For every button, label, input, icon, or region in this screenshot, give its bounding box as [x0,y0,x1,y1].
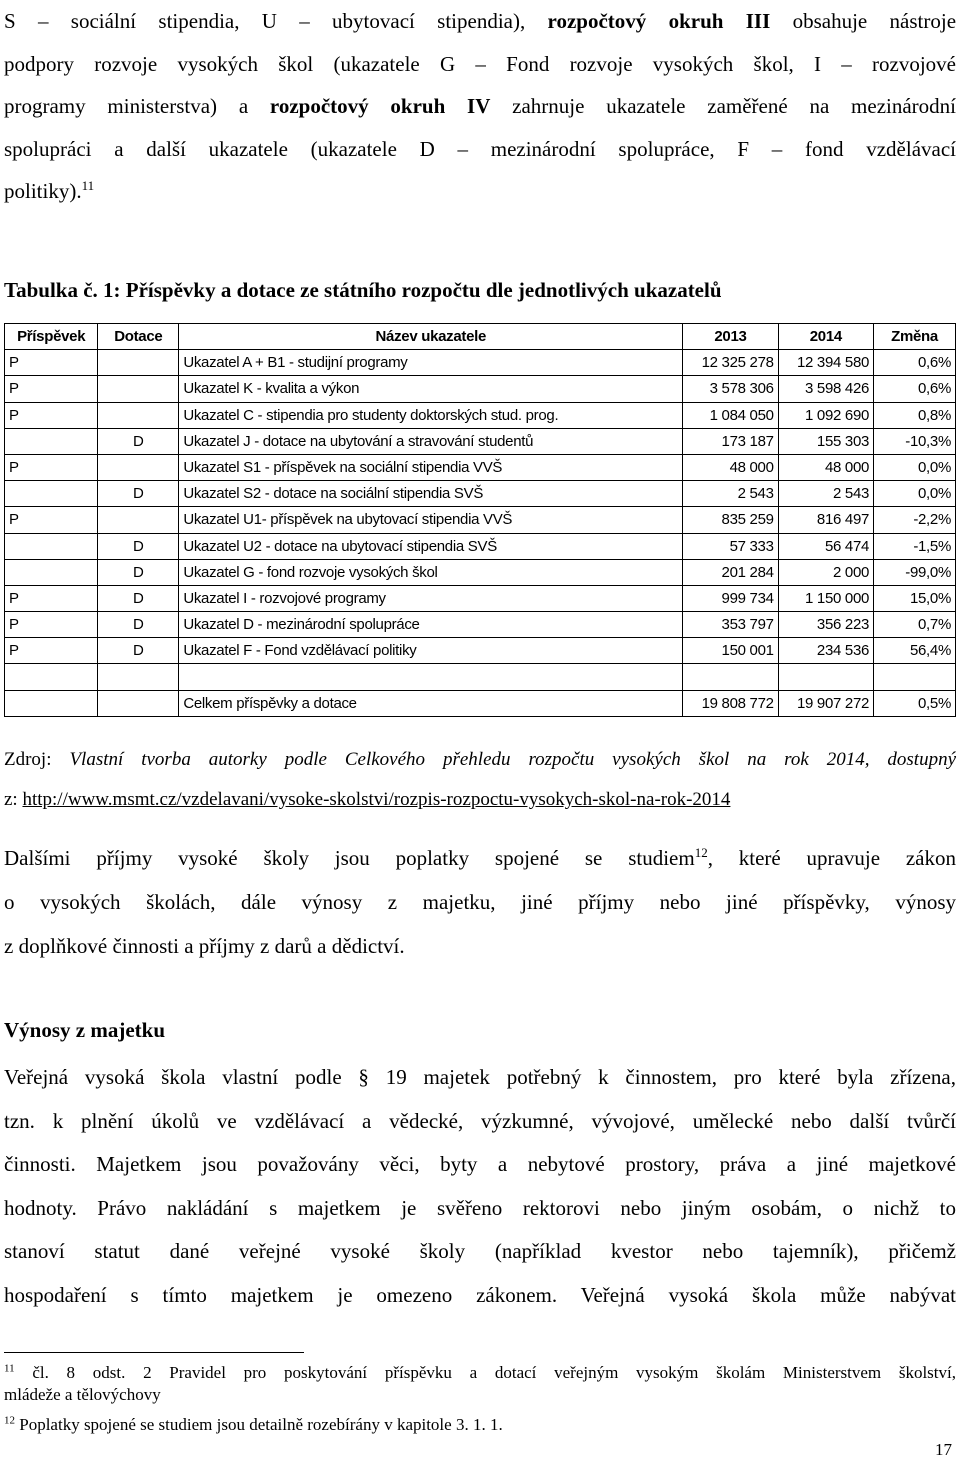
cell-zmena: 15,0% [874,585,956,611]
cell-dotace [98,376,179,402]
para2-line-1: Dalšími příjmy vysoké školy jsou poplatky spojené se studiem$^{12}$, které upravuje zákon [4,845,956,870]
cell-zmena: 0,0% [874,454,956,480]
cell-nazev: Ukazatel F - Fond vzdělávací politiky [179,638,683,664]
footnote-ref-12[interactable]: 12 [694,845,708,860]
footnote-divider [4,1352,304,1353]
table-row [5,402,956,428]
col-header-nazev: Název ukazatele [179,324,683,350]
cell-2013: 835 259 [683,507,778,533]
cell-2014: 2 543 [778,481,873,507]
cell-nazev: Ukazatel J - dotace na ubytování a stravování studentů [179,428,683,454]
cell-2014: 2 000 [778,559,873,585]
cell-nazev: Ukazatel I - rozvojové programy [179,585,683,611]
footnote-12-line-1: $^{12}$ Poplatky spojené se studiem jsou detailně rozebírány v kapitole 3. 1. 1. [4,1414,503,1434]
table-row [5,428,956,454]
property-paragraph [4,1056,956,1317]
cell-dotace [98,664,179,690]
cell-zmena: 0,0% [874,481,956,507]
cell-prispevek: P [5,376,98,402]
cell-dotace: D [98,481,179,507]
cell-nazev: Celkem příspěvky a dotace [179,690,683,716]
cell-dotace: D [98,585,179,611]
col-header-prispevek: Příspěvek [5,324,98,350]
cell-2014: 155 303 [778,428,873,454]
cell-2013: 150 001 [683,638,778,664]
cell-prispevek [5,664,98,690]
cell-2013: 353 797 [683,612,778,638]
para3-line-2: tzn. k plnění úkolů ve vzdělávací a vědecké, výzkumné, vývojové, umělecké nebo další tvůrčí [4,1108,956,1133]
cell-prispevek: P [5,612,98,638]
cell-prispevek: P [5,454,98,480]
table-caption: Tabulka č. 1: Příspěvky a dotace ze státního rozpočtu dle jednotlivých ukazatelů [4,278,722,302]
source-line-1: Zdroj: Vlastní tvorba autorky podle Celkového přehledu rozpočtu vysokých škol na rok 2014, dostupný [4,749,956,770]
table-row [5,481,956,507]
table-row [5,507,956,533]
cell-2014: 12 394 580 [778,350,873,376]
cell-2013: 1 084 050 [683,402,778,428]
para3-line-3: činnosti. Majetkem jsou považovány věci, byty a nebytové prostory, práva a jiné majetkové [4,1152,956,1176]
cell-zmena: 0,8% [874,402,956,428]
cell-dotace: D [98,612,179,638]
cell-zmena: -1,5% [874,533,956,559]
cell-2014: 234 536 [778,638,873,664]
table-row [5,664,956,690]
cell-zmena: 0,6% [874,376,956,402]
cell-dotace: D [98,428,179,454]
cell-nazev: Ukazatel K - kvalita a výkon [179,376,683,402]
intro-line-2: podpory rozvoje vysokých škol (ukazatele G – Fond rozvoje vysokých škol, I – rozvojové [4,51,956,76]
col-header-zmena: Změna [874,324,956,350]
footnote-ref[interactable]: 11 [81,178,95,193]
budget-table [4,323,956,717]
cell-prispevek [5,533,98,559]
cell-2013: 2 543 [683,481,778,507]
cell-dotace: D [98,638,179,664]
cell-prispevek [5,559,98,585]
intro-paragraph [4,0,956,213]
table-row [5,559,956,585]
table-source [4,740,956,820]
cell-2013: 201 284 [683,559,778,585]
cell-2014 [778,664,873,690]
footnote-12 [4,1414,956,1436]
cell-dotace [98,350,179,376]
cell-zmena: -2,2% [874,507,956,533]
cell-dotace [98,454,179,480]
cell-nazev: Ukazatel A + B1 - studijní programy [179,350,683,376]
source-line-2: z: http://www.msmt.cz/vzdelavani/vysoke-skolstvi/rozpis-rozpoctu-vysokych-skol-na-rok-2014 [4,789,731,810]
cell-zmena: 0,7% [874,612,956,638]
cell-2013: 173 187 [683,428,778,454]
cell-dotace [98,402,179,428]
table-row [5,585,956,611]
table-row [5,612,956,638]
section-heading: Výnosy z majetku [4,1018,165,1042]
table-row [5,638,956,664]
table-row [5,533,956,559]
table-row [5,690,956,716]
income-paragraph [4,836,956,968]
table-body [5,350,956,717]
cell-dotace: D [98,533,179,559]
cell-2014: 816 497 [778,507,873,533]
col-header-dotace: Dotace [98,324,179,350]
para3-line-5: stanoví statut dané veřejné vysoké školy (například kvestor nebo tajemník), přičemž [4,1239,956,1263]
table-header-row [5,324,956,350]
cell-prispevek: P [5,638,98,664]
cell-nazev: Ukazatel U1- příspěvek na ubytovací stipendia VVŠ [179,507,683,533]
footnote-11-line-1: $^{11}$ čl. 8 odst. 2 Pravidel pro poskytování příspěvku a dotací veřejným vysokým školám Ministerstvem školství, [4,1362,956,1382]
cell-2014: 56 474 [778,533,873,559]
cell-zmena: 0,6% [874,350,956,376]
para2-line-3: z doplňkové činnosti a příjmy z darů a dědictví. [4,934,405,958]
cell-2014: 356 223 [778,612,873,638]
cell-2014: 48 000 [778,454,873,480]
cell-zmena [874,664,956,690]
intro-line-4: spolupráci a další ukazatele (ukazatele D – mezinárodní spolupráce, F – fond vzdělávací [4,136,956,161]
cell-dotace [98,690,179,716]
cell-prispevek [5,481,98,507]
table-row [5,376,956,402]
col-header-2014: 2014 [778,324,873,350]
footnote-11 [4,1362,956,1406]
cell-prispevek: P [5,585,98,611]
page-number: 17 [935,1440,952,1459]
para2-line-2: o vysokých školách, dále výnosy z majetku, jiné příjmy nebo jiné příspěvky, výnosy [4,890,956,914]
intro-line-5: politiky).$^{11}$ [4,178,95,203]
cell-2014: 19 907 272 [778,690,873,716]
cell-2013: 57 333 [683,533,778,559]
cell-zmena: 56,4% [874,638,956,664]
cell-2013: 999 734 [683,585,778,611]
cell-nazev: Ukazatel D - mezinárodní spolupráce [179,612,683,638]
cell-prispevek [5,428,98,454]
cell-nazev: Ukazatel S1 - příspěvek na sociální stipendia VVŠ [179,454,683,480]
cell-nazev: Ukazatel C - stipendia pro studenty doktorských stud. prog. [179,402,683,428]
cell-nazev: Ukazatel S2 - dotace na sociální stipendia SVŠ [179,481,683,507]
intro-line-1: S – sociální stipendia, U – ubytovací stipendia), rozpočtový okruh III obsahuje nástroje [4,9,957,33]
cell-dotace: D [98,559,179,585]
para3-line-1: Veřejná vysoká škola vlastní podle § 19 majetek potřebný k činnostem, pro které byla zřízena, [4,1065,956,1089]
cell-prispevek: P [5,402,98,428]
cell-prispevek: P [5,350,98,376]
intro-line-3: programy ministerstva) a rozpočtový okruh IV zahrnuje ukazatele zaměřené na mezinárodní [4,94,956,118]
cell-nazev [179,664,683,690]
cell-zmena: -10,3% [874,428,956,454]
cell-zmena: -99,0% [874,559,956,585]
col-header-2013: 2013 [683,324,778,350]
table-row [5,350,956,376]
cell-prispevek [5,690,98,716]
footnote-11-line-2: mládeže a tělovýchovy [4,1385,161,1404]
cell-2013: 3 578 306 [683,376,778,402]
cell-2014: 1 150 000 [778,585,873,611]
cell-2014: 1 092 690 [778,402,873,428]
cell-2013 [683,664,778,690]
cell-2013: 19 808 772 [683,690,778,716]
cell-prispevek: P [5,507,98,533]
cell-2013: 48 000 [683,454,778,480]
cell-nazev: Ukazatel U2 - dotace na ubytovací stipendia SVŠ [179,533,683,559]
para3-line-6: hospodaření s tímto majetkem je omezeno zákonem. Veřejná vysoká škola může nabývat [4,1282,956,1307]
cell-nazev: Ukazatel G - fond rozvoje vysokých škol [179,559,683,585]
source-link[interactable]: http://www.msmt.cz/vzdelavani/vysoke-skolstvi/rozpis-rozpoctu-vysokych-skol-na-rok-2014 [22,789,731,810]
cell-2014: 3 598 426 [778,376,873,402]
para3-line-4: hodnoty. Právo nakládání s majetkem je svěřeno rektorovi nebo jiným osobám, o nichž to [4,1195,956,1220]
cell-zmena: 0,5% [874,690,956,716]
cell-2013: 12 325 278 [683,350,778,376]
table-row [5,454,956,480]
cell-dotace [98,507,179,533]
